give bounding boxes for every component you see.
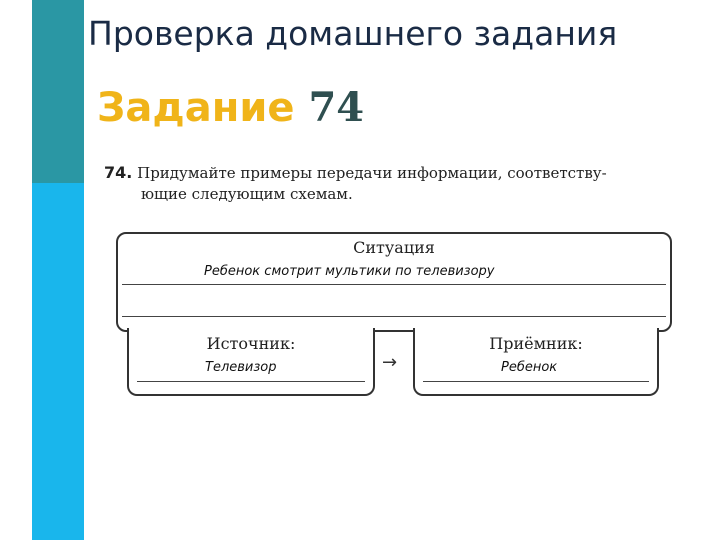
subtitle-word: Задание <box>97 85 295 131</box>
subtitle-number: 74 <box>308 84 365 131</box>
slide-title: Проверка домашнего задания <box>88 14 618 53</box>
source-line <box>137 381 365 382</box>
receiver-line <box>423 381 649 382</box>
situation-line-1 <box>122 284 666 285</box>
task-number: 74. <box>104 163 133 182</box>
situation-answer: Ребенок смотрит мультики по телевизору <box>204 264 495 279</box>
task-text-line1: Придумайте примеры передачи информации, соответству- <box>137 164 607 182</box>
source-label: Источник: <box>206 334 296 353</box>
situation-line-2 <box>122 316 666 317</box>
source-answer: Телевизор <box>205 360 277 375</box>
task-text-line2: ющие следующим схемам. <box>141 185 353 203</box>
situation-label: Ситуация <box>353 238 435 257</box>
arrow-icon: → <box>382 352 398 373</box>
task-text <box>104 162 684 205</box>
receiver-label: Приёмник: <box>489 334 583 353</box>
source-box <box>127 328 375 396</box>
sidebar-bar-bottom <box>32 183 84 540</box>
receiver-box <box>413 328 659 396</box>
situation-box <box>116 232 672 332</box>
receiver-answer: Ребенок <box>501 360 558 375</box>
slide-subtitle <box>97 84 365 131</box>
sidebar-bar-top <box>32 0 84 183</box>
